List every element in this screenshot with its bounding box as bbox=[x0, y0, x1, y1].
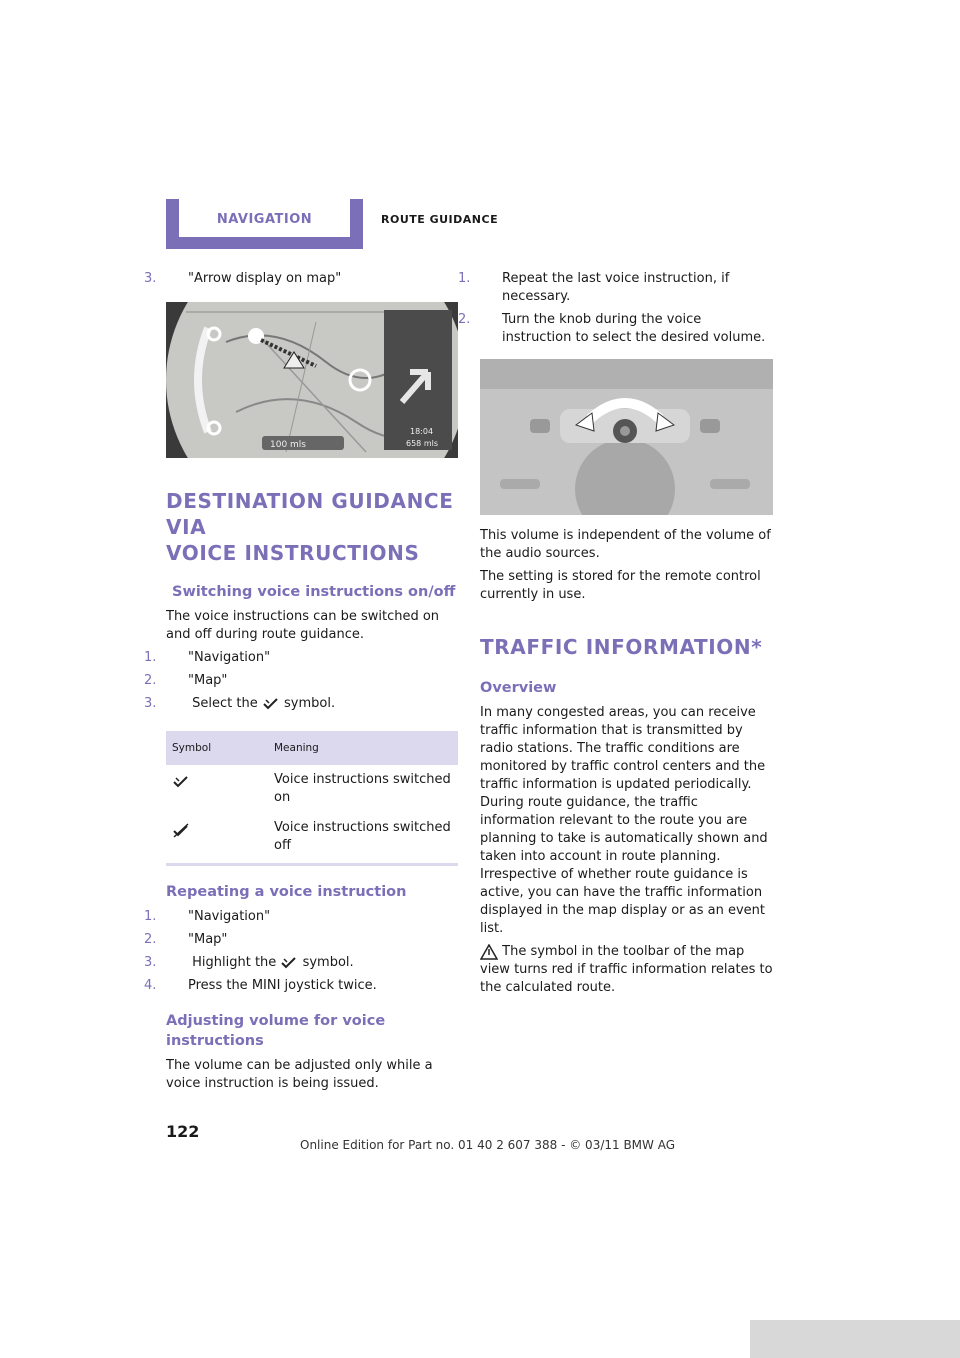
switching-voice-para: The voice instructions can be switched on and off during route guidance. bbox=[166, 609, 440, 642]
table-head-meaning: Meaning bbox=[268, 731, 458, 765]
map-remaining-label: 658 mls bbox=[406, 439, 438, 448]
voice-on-icon bbox=[280, 956, 298, 970]
map-distance-label: 100 mls bbox=[270, 440, 306, 450]
volume-knob-image bbox=[480, 359, 773, 515]
repeat-step-4: 4. Press the MINI joystick twice. bbox=[144, 978, 377, 993]
table-meaning: Voice instructions switched on bbox=[274, 772, 451, 805]
voice-off-icon bbox=[172, 823, 190, 839]
volume-step-1: 1. Repeat the last voice instruction, if necessary. bbox=[458, 271, 730, 304]
traffic-warning-icon bbox=[480, 944, 498, 960]
map-arrow-display-image bbox=[166, 302, 458, 458]
voice-on-icon bbox=[172, 775, 190, 789]
section-label: ROUTE GUIDANCE bbox=[381, 213, 499, 226]
adjusting-volume-heading: Adjusting volume for voice instructions bbox=[166, 1013, 386, 1049]
step-3: 3. "Arrow display on map" bbox=[144, 271, 342, 286]
volume-independent-para: This volume is independent of the volume of the audio sources. bbox=[480, 528, 771, 561]
right-column bbox=[458, 270, 773, 1002]
switch-step-1: 1. "Navigation" bbox=[144, 650, 271, 665]
voice-symbol-table bbox=[166, 731, 458, 866]
overview-para: In many congested areas, you can receive traffic information that is transmitted by radio stations. The traffic conditions are monitored by traffic control centers and the traffic information is updated periodically. During route guidance, the traffic information relevant to the route you are planning to take is automatically shown and taken into account in route planning. Irrespective of whether route guidance is active, you can have the traffic information displayed in the map display or as an event list. bbox=[480, 705, 768, 936]
traffic-information-heading: TRAFFIC INFORMATION* bbox=[480, 635, 763, 659]
table-row bbox=[166, 813, 458, 865]
chapter-tab bbox=[166, 199, 363, 249]
overview-heading: Overview bbox=[480, 680, 557, 696]
repeat-step-3: 3. Highlight the symbol. bbox=[144, 955, 354, 970]
edition-footer: Online Edition for Part no. 01 40 2 607 388 - © 03/11 BMW AG bbox=[300, 1138, 676, 1152]
volume-step-2: 2. Turn the knob during the voice instruction to select the desired volume. bbox=[458, 312, 766, 345]
chapter-label: NAVIGATION bbox=[216, 212, 313, 227]
repeat-step-2: 2. "Map" bbox=[144, 932, 228, 947]
switch-step-3: 3. Select the symbol. bbox=[144, 696, 336, 711]
switch-step-2: 2. "Map" bbox=[144, 673, 228, 688]
traffic-symbol-para: The symbol in the toolbar of the map view turns red if traffic information relates to the calculated route. bbox=[480, 944, 773, 995]
table-head-symbol: Symbol bbox=[166, 731, 268, 765]
page-number: 122 bbox=[166, 1122, 200, 1141]
table-row bbox=[166, 765, 458, 813]
table-meaning: Voice instructions switched off bbox=[268, 813, 458, 865]
destination-guidance-heading: DESTINATION GUIDANCE VIA VOICE INSTRUCTIONS bbox=[166, 489, 454, 565]
switching-voice-heading: Switching voice instructions on/off bbox=[172, 584, 456, 600]
left-column bbox=[144, 270, 458, 1098]
voice-on-icon bbox=[262, 697, 280, 711]
map-time-label: 18:04 bbox=[410, 427, 434, 436]
adjusting-volume-para: The volume can be adjusted only while a voice instruction is being issued. bbox=[166, 1058, 433, 1091]
repeating-voice-heading: Repeating a voice instruction bbox=[166, 884, 407, 900]
repeat-step-1: 1. "Navigation" bbox=[144, 909, 271, 924]
volume-stored-para: The setting is stored for the remote control currently in use. bbox=[480, 569, 761, 602]
watermark-bar bbox=[750, 1320, 960, 1358]
